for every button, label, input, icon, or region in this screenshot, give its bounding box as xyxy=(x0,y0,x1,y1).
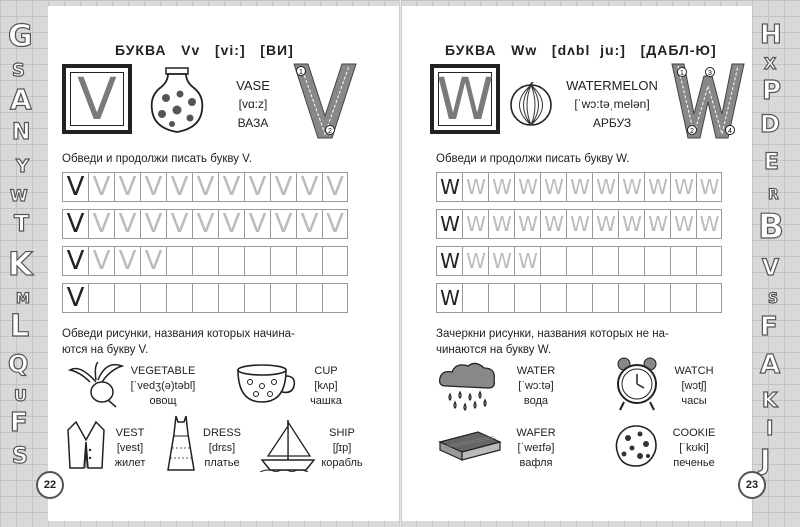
label-ru: овощ xyxy=(149,395,177,407)
writing-cell-trace[interactable] xyxy=(244,209,270,239)
letter-glyph: W xyxy=(518,249,537,273)
writing-cell-empty[interactable] xyxy=(244,246,270,276)
label-ru: корабль xyxy=(321,457,363,469)
letter-glyph: W xyxy=(648,212,667,236)
letter-glyph: V xyxy=(144,209,163,239)
writing-cell-empty[interactable] xyxy=(488,283,514,313)
side-letter: Y xyxy=(16,156,30,177)
letter-glyph: V xyxy=(170,172,189,202)
writing-row xyxy=(436,209,722,239)
ship-icon xyxy=(260,416,316,472)
writing-cell-trace[interactable] xyxy=(488,172,514,202)
writing-cell-empty[interactable] xyxy=(592,246,618,276)
letter-glyph: W xyxy=(622,212,641,236)
big-letter-box-v xyxy=(62,64,132,134)
picture-label-vest xyxy=(104,426,156,471)
writing-cell-trace[interactable] xyxy=(88,172,114,202)
writing-cell-trace[interactable] xyxy=(514,246,540,276)
wafer-icon xyxy=(438,428,502,464)
writing-cell-trace[interactable] xyxy=(166,172,192,202)
writing-cell-trace[interactable] xyxy=(114,172,140,202)
writing-cell-trace[interactable] xyxy=(140,172,166,202)
instruction-line: Обведи рисунки, названия которых начина- xyxy=(62,328,295,340)
letter-glyph: W xyxy=(440,249,459,273)
writing-cell-trace[interactable] xyxy=(244,172,270,202)
side-letter: T xyxy=(14,212,30,237)
writing-row xyxy=(436,172,722,202)
writing-cell-trace[interactable] xyxy=(166,209,192,239)
letter-glyph: V xyxy=(248,172,267,202)
side-letter: S xyxy=(12,444,28,469)
picture-label-vegetable xyxy=(120,364,206,409)
letter-glyph: V xyxy=(118,172,137,202)
letter-glyph: V xyxy=(66,246,85,276)
writing-cell-empty[interactable] xyxy=(322,246,348,276)
label-ru: чашка xyxy=(310,395,342,407)
svg-text:1: 1 xyxy=(299,69,303,76)
big-letter-box-w xyxy=(430,64,500,134)
label-ru: часы xyxy=(681,395,707,407)
svg-text:2: 2 xyxy=(690,128,694,135)
writing-cell-empty[interactable] xyxy=(540,246,566,276)
vase-word xyxy=(218,76,288,133)
writing-cell-empty[interactable] xyxy=(670,246,696,276)
letter-glyph: V xyxy=(326,172,344,202)
writing-cell-trace[interactable] xyxy=(514,209,540,239)
writing-cell-empty[interactable] xyxy=(192,246,218,276)
side-letter: B xyxy=(758,207,784,247)
letter-glyph: W xyxy=(466,212,485,236)
letter-glyph: W xyxy=(440,175,459,199)
label-en: CUP xyxy=(314,365,338,377)
side-letter: L xyxy=(10,309,30,344)
instruction-line: Зачеркни рисунки, названия которых не на- xyxy=(436,328,669,340)
letter-glyph: V xyxy=(300,209,319,239)
letter-glyph: W xyxy=(648,175,667,199)
writing-cell-empty[interactable] xyxy=(644,283,670,313)
writing-cell-trace[interactable] xyxy=(322,209,348,239)
big-letter-v: V xyxy=(70,72,124,126)
writing-cell-empty[interactable] xyxy=(322,283,348,313)
letter-glyph: W xyxy=(492,212,511,236)
writing-cell-trace[interactable] xyxy=(192,209,218,239)
letter-glyph: W xyxy=(596,212,615,236)
side-letter: A xyxy=(760,350,781,380)
label-ru: вафля xyxy=(519,457,553,469)
letter-glyph: V xyxy=(144,172,163,202)
writing-cell-trace[interactable] xyxy=(114,246,140,276)
letter-glyph: V xyxy=(326,209,344,239)
right-page-title: БУКВА Ww [dʌbl ju:] [ДАБЛ-Ю] xyxy=(445,42,717,58)
writing-cell-trace[interactable] xyxy=(644,172,670,202)
writing-cell-trace[interactable] xyxy=(140,209,166,239)
word-russian: АРБУЗ xyxy=(592,116,632,130)
writing-cell-empty[interactable] xyxy=(566,246,592,276)
word-transcription: [vɑ:z] xyxy=(238,97,268,111)
writing-row xyxy=(436,283,722,313)
writing-cell-trace[interactable] xyxy=(696,209,722,239)
side-letter: F xyxy=(760,312,778,342)
side-letter: R xyxy=(768,187,779,203)
word-english: WATERMELON xyxy=(566,78,658,93)
writing-cell-sample[interactable] xyxy=(436,209,462,239)
letter-glyph: W xyxy=(492,249,511,273)
letter-glyph: W xyxy=(544,212,563,236)
cup-icon xyxy=(234,362,298,406)
letter-glyph: V xyxy=(222,172,241,202)
label-ru: жилет xyxy=(114,457,146,469)
writing-cell-empty[interactable] xyxy=(540,283,566,313)
label-transcription: [ʃɪp] xyxy=(332,442,352,454)
svg-text:1: 1 xyxy=(680,70,684,77)
left-page-title: БУКВА Vv [vi:] [ВИ] xyxy=(115,42,294,58)
water-rain-icon xyxy=(438,362,498,412)
label-en: WATER xyxy=(516,365,556,377)
writing-cell-trace[interactable] xyxy=(462,172,488,202)
side-letter: K xyxy=(8,245,33,283)
letter-glyph: W xyxy=(596,175,615,199)
label-transcription: [vest] xyxy=(116,442,144,454)
letter-glyph: W xyxy=(622,175,641,199)
writing-cell-empty[interactable] xyxy=(644,246,670,276)
writing-row xyxy=(62,209,348,239)
side-letter: H xyxy=(760,20,782,50)
writing-cell-trace[interactable] xyxy=(462,246,488,276)
cookie-icon xyxy=(614,424,658,468)
writing-cell-empty[interactable] xyxy=(618,246,644,276)
picture-label-cup xyxy=(296,364,356,409)
writing-cell-empty[interactable] xyxy=(88,283,114,313)
letter-glyph: W xyxy=(570,212,589,236)
side-letter: U xyxy=(14,386,27,405)
letter-glyph: V xyxy=(92,246,111,276)
writing-cell-empty[interactable] xyxy=(192,283,218,313)
svg-text:4: 4 xyxy=(728,128,732,135)
side-letter: Q xyxy=(8,350,29,378)
side-letter: K xyxy=(762,388,778,412)
label-transcription: [ˈweɪfə] xyxy=(517,442,555,454)
writing-cell-trace[interactable] xyxy=(488,209,514,239)
writing-cell-empty[interactable] xyxy=(114,283,140,313)
left-instruction-circle xyxy=(62,326,362,358)
writing-cell-trace[interactable] xyxy=(88,246,114,276)
right-instruction-cross xyxy=(436,326,736,358)
letter-glyph: W xyxy=(674,175,693,199)
label-en: WATCH xyxy=(674,365,714,377)
label-transcription: [drɛs] xyxy=(208,442,236,454)
letter-glyph: W xyxy=(570,175,589,199)
letter-glyph: V xyxy=(274,172,293,202)
label-en: DRESS xyxy=(203,427,241,439)
side-letter: F xyxy=(10,408,28,438)
writing-cell-trace[interactable] xyxy=(696,172,722,202)
writing-cell-sample[interactable] xyxy=(62,246,88,276)
letter-glyph: W xyxy=(440,286,459,310)
letter-glyph: W xyxy=(699,212,719,236)
writing-row xyxy=(436,246,722,276)
big-letter-w: W xyxy=(436,65,494,133)
letter-glyph: W xyxy=(466,249,485,273)
writing-cell-empty[interactable] xyxy=(296,283,322,313)
side-letter: X xyxy=(764,54,777,73)
writing-cell-empty[interactable] xyxy=(270,283,296,313)
writing-cell-trace[interactable] xyxy=(514,172,540,202)
letter-glyph: V xyxy=(196,209,215,239)
writing-cell-trace[interactable] xyxy=(670,209,696,239)
label-ru: платье xyxy=(204,457,240,469)
instruction-line: чинаются на букву W. xyxy=(436,344,552,356)
letter-glyph: W xyxy=(674,212,693,236)
writing-cell-trace[interactable] xyxy=(114,209,140,239)
label-ru: вода xyxy=(523,395,549,407)
writing-cell-empty[interactable] xyxy=(218,283,244,313)
writing-cell-trace[interactable] xyxy=(670,172,696,202)
letter-glyph: V xyxy=(222,209,241,239)
writing-cell-trace[interactable] xyxy=(322,172,348,202)
writing-cell-empty[interactable] xyxy=(696,283,722,313)
writing-cell-trace[interactable] xyxy=(592,172,618,202)
writing-cell-empty[interactable] xyxy=(618,283,644,313)
letter-glyph: W xyxy=(544,175,563,199)
side-letter: S xyxy=(12,60,25,81)
picture-label-ship xyxy=(312,426,372,471)
page-number-left: 22 xyxy=(36,471,64,499)
writing-row xyxy=(62,246,348,276)
letter-glyph: W xyxy=(518,175,537,199)
writing-cell-empty[interactable] xyxy=(462,283,488,313)
letter-glyph: V xyxy=(196,172,215,202)
label-transcription: [ˈkʊki] xyxy=(679,442,709,454)
writing-cell-trace[interactable] xyxy=(566,172,592,202)
picture-label-dress xyxy=(196,426,248,471)
label-transcription: [kʌp] xyxy=(314,380,338,392)
left-instruction-trace: Обведи и продолжи писать букву V. xyxy=(62,153,252,165)
writing-cell-trace[interactable] xyxy=(618,209,644,239)
writing-cell-empty[interactable] xyxy=(296,246,322,276)
writing-cell-empty[interactable] xyxy=(514,283,540,313)
writing-cell-empty[interactable] xyxy=(218,246,244,276)
letter-glyph: V xyxy=(118,209,137,239)
writing-cell-trace[interactable] xyxy=(296,209,322,239)
side-letter: S xyxy=(768,291,779,307)
writing-cell-empty[interactable] xyxy=(566,283,592,313)
letter-glyph: W xyxy=(492,175,511,199)
writing-cell-empty[interactable] xyxy=(166,283,192,313)
writing-cell-sample[interactable] xyxy=(436,283,462,313)
label-transcription: [wɔtʃ] xyxy=(681,380,707,392)
picture-label-water xyxy=(506,364,566,409)
letter-glyph: V xyxy=(248,209,267,239)
writing-cell-sample[interactable] xyxy=(62,172,88,202)
page-number-right: 23 xyxy=(738,471,766,499)
stroke-guide-v xyxy=(292,62,358,140)
watermelon-word xyxy=(558,76,666,133)
label-transcription: [ˈvedʒ(ə)təbl] xyxy=(130,380,196,392)
side-letter: I xyxy=(766,416,774,440)
writing-cell-sample[interactable] xyxy=(436,172,462,202)
side-letter: G xyxy=(8,19,33,54)
side-letter: E xyxy=(764,150,780,175)
writing-cell-trace[interactable] xyxy=(270,209,296,239)
writing-cell-empty[interactable] xyxy=(270,246,296,276)
writing-cell-sample[interactable] xyxy=(62,209,88,239)
side-letter: J xyxy=(760,443,771,476)
word-english: VASE xyxy=(236,78,270,93)
writing-cell-trace[interactable] xyxy=(140,246,166,276)
picture-label-wafer xyxy=(506,426,566,471)
word-russian: ВАЗА xyxy=(237,116,269,130)
letter-glyph: V xyxy=(92,172,111,202)
letter-glyph: W xyxy=(518,212,537,236)
letter-glyph: V xyxy=(66,283,85,313)
label-en: SHIP xyxy=(329,427,355,439)
svg-text:3: 3 xyxy=(708,70,712,77)
side-letter: P xyxy=(762,76,782,106)
svg-text:2: 2 xyxy=(328,128,332,135)
label-en: VEGETABLE xyxy=(130,365,196,377)
writing-cell-trace[interactable] xyxy=(644,209,670,239)
right-instruction-trace: Обведи и продолжи писать букву W. xyxy=(436,153,630,165)
writing-cell-trace[interactable] xyxy=(218,209,244,239)
letter-glyph: V xyxy=(66,209,85,239)
picture-label-watch xyxy=(664,364,724,409)
writing-cell-trace[interactable] xyxy=(218,172,244,202)
letter-glyph: V xyxy=(274,209,293,239)
letter-glyph: V xyxy=(300,172,319,202)
letter-glyph: V xyxy=(170,209,189,239)
side-letter: W xyxy=(10,186,28,205)
writing-cell-sample[interactable] xyxy=(436,246,462,276)
word-transcription: [ˈwɔ:təˌmelən] xyxy=(574,97,650,111)
writing-cell-trace[interactable] xyxy=(488,246,514,276)
side-letter: D xyxy=(760,110,780,138)
writing-cell-trace[interactable] xyxy=(88,209,114,239)
writing-cell-empty[interactable] xyxy=(166,246,192,276)
writing-row xyxy=(62,172,348,202)
letter-glyph: V xyxy=(144,246,163,276)
letter-glyph: W xyxy=(466,175,485,199)
writing-cell-trace[interactable] xyxy=(192,172,218,202)
letter-glyph: V xyxy=(92,209,111,239)
writing-cell-sample[interactable] xyxy=(62,283,88,313)
label-en: COOKIE xyxy=(672,427,716,439)
writing-cell-empty[interactable] xyxy=(592,283,618,313)
writing-cell-trace[interactable] xyxy=(540,172,566,202)
writing-cell-empty[interactable] xyxy=(244,283,270,313)
vegetable-beet-icon xyxy=(66,360,126,408)
picture-label-cookie xyxy=(664,426,724,471)
side-letter: A xyxy=(10,83,32,116)
label-ru: печенье xyxy=(673,457,715,469)
side-letter: N xyxy=(12,120,31,145)
letter-glyph: V xyxy=(118,246,137,276)
vase-icon xyxy=(148,66,206,136)
letter-glyph: W xyxy=(699,175,719,199)
writing-cell-trace[interactable] xyxy=(618,172,644,202)
writing-cell-empty[interactable] xyxy=(696,246,722,276)
writing-cell-empty[interactable] xyxy=(140,283,166,313)
label-en: WAFER xyxy=(516,427,556,439)
instruction-line: ются на букву V. xyxy=(62,344,149,356)
letter-glyph: V xyxy=(66,172,85,202)
side-letter: M xyxy=(16,291,30,307)
letter-glyph: W xyxy=(440,212,459,236)
watch-clock-icon xyxy=(614,356,660,412)
writing-cell-trace[interactable] xyxy=(592,209,618,239)
stroke-guide-w xyxy=(670,62,746,140)
writing-cell-trace[interactable] xyxy=(566,209,592,239)
writing-cell-empty[interactable] xyxy=(670,283,696,313)
writing-cell-trace[interactable] xyxy=(296,172,322,202)
dress-icon xyxy=(166,414,196,472)
watermelon-icon xyxy=(508,82,554,128)
writing-cell-trace[interactable] xyxy=(462,209,488,239)
writing-row xyxy=(62,283,348,313)
side-letter: V xyxy=(762,256,780,281)
writing-cell-trace[interactable] xyxy=(540,209,566,239)
writing-cell-trace[interactable] xyxy=(270,172,296,202)
vest-icon xyxy=(66,420,106,470)
label-en: VEST xyxy=(115,427,145,439)
label-transcription: [ˈwɔ:tə] xyxy=(518,380,554,392)
